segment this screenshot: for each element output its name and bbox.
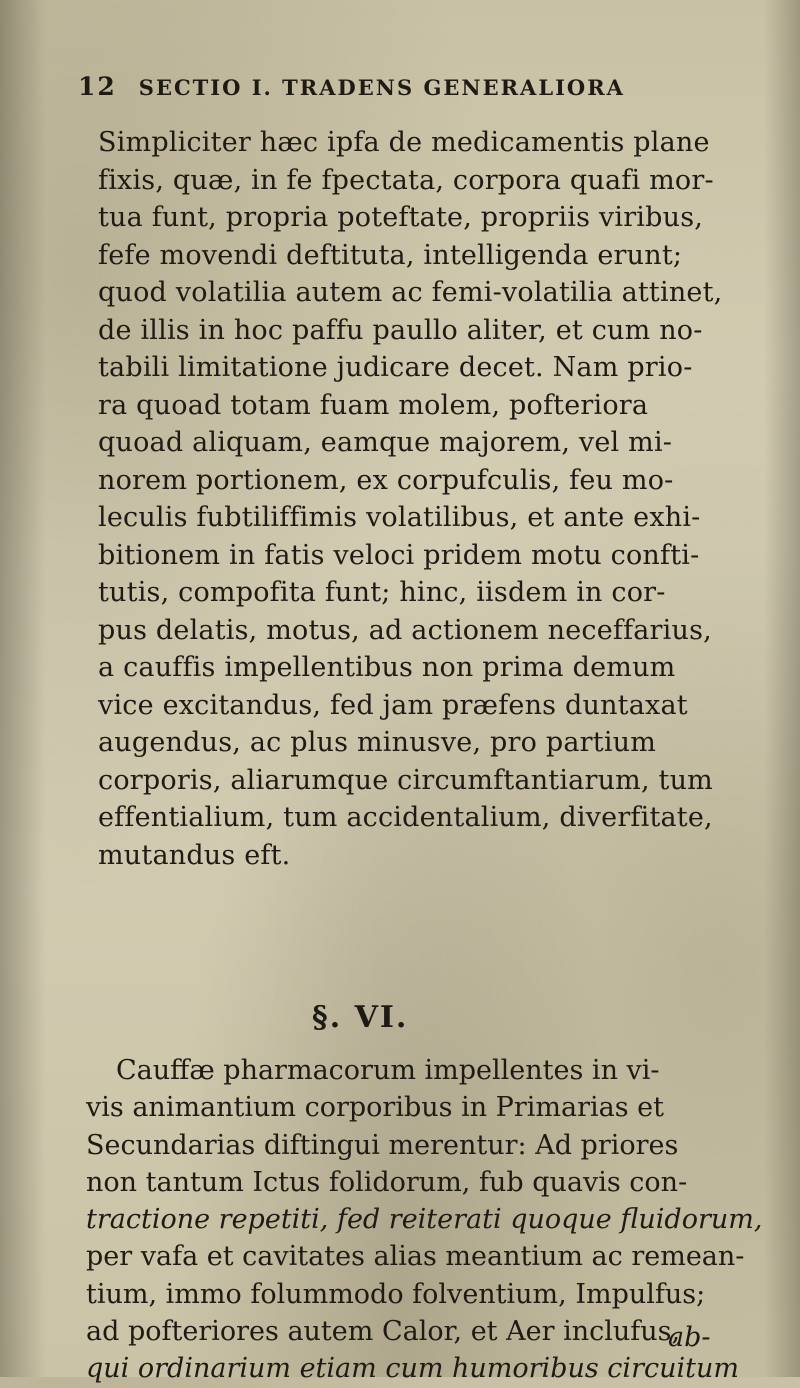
text-line: leculis fubtiliffimis volatilibus, et ante exhi- — [98, 502, 701, 533]
page-number: 12 — [78, 72, 117, 101]
text-line: vice excitandus, fed jam præfens duntaxat — [98, 689, 688, 721]
running-header — [78, 72, 718, 112]
text-line: fefe movendi deftituta, intelligenda erunt; — [98, 239, 683, 271]
text-line: a cauffis impellentibus non prima demum — [98, 652, 676, 683]
text-line: quod volatilia autem ac femi-volatilia attinet, — [98, 277, 723, 308]
text-line: ra quoad totam fuam molem, pofteriora — [98, 389, 649, 421]
text-line: tutis, compofita funt; hinc, iisdem in cor- — [98, 577, 666, 608]
text-line: mutandus eft. — [98, 839, 291, 871]
text-line: bitionem in fatis veloci pridem motu confti- — [98, 539, 700, 571]
text-line: de illis in hoc paffu paullo aliter, et cum no- — [98, 314, 703, 346]
text-line: fixis, quæ, in fe fpectata, corpora quafi mor- — [98, 164, 714, 196]
text-line: tractione repetiti, fed reiterati quoque fluidorum, — [86, 1204, 763, 1236]
text-line: pus delatis, motus, ad actionem neceffarius, — [98, 614, 712, 646]
paragraph-1 — [74, 124, 774, 874]
text-line: norem portionem, ex corpufculis, feu mo- — [98, 464, 674, 496]
text-line: tua funt, propria poteftate, propriis viribus, — [98, 202, 704, 233]
text-line: quoad aliquam, eamque majorem, vel mi- — [98, 427, 673, 458]
running-head: SECTIO I. TRADENS GENERALIORA — [138, 75, 625, 100]
text-line: tium, immo folummodo folventium, Impulfus; — [86, 1278, 706, 1310]
text-line: non tantum Ictus folidorum, fub quavis con- — [86, 1166, 688, 1198]
page-shadow-left — [0, 0, 46, 1377]
text-line: corporis, aliarumque circumftantiarum, tum — [98, 764, 713, 796]
text-line: augendus, ac plus minusve, pro partium — [98, 727, 657, 758]
text-line: Secundarias diftingui merentur: Ad priores — [86, 1129, 679, 1161]
section-heading: §. VI. — [312, 1000, 409, 1035]
text-line: vis animantium corporibus in Primarias et — [86, 1092, 664, 1124]
text-line: effentialium, tum accidentalium, diverfitate, — [98, 802, 713, 833]
text-line: ad pofteriores autem Calor, et Aer inclufus, — [86, 1316, 681, 1348]
text-line: Cauffæ pharmacorum impellentes in vi- — [116, 1055, 660, 1086]
text-line: per vafa et cavitates alias meantium ac remean- — [86, 1241, 745, 1273]
text-line: Simpliciter hæc ipfa de medicamentis plane — [98, 127, 710, 158]
text-line: qui ordinarium etiam cum humoribus circuitum — [86, 1353, 739, 1385]
catchword: ab- — [668, 1322, 711, 1353]
text-line: tabili limitatione judicare decet. Nam prio- — [98, 352, 693, 383]
